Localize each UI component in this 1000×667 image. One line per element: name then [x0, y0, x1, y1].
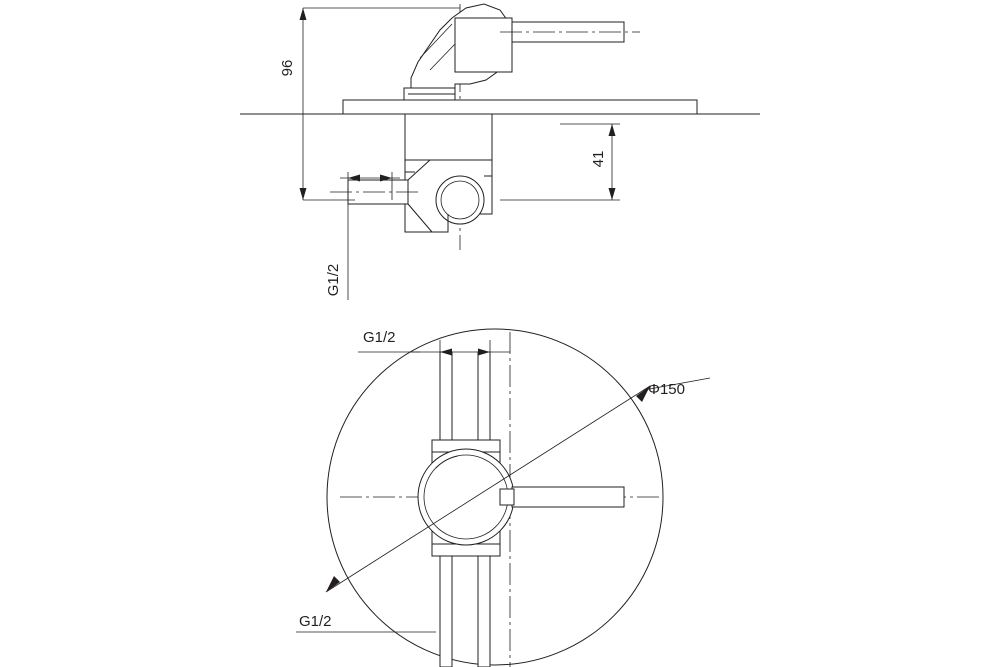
mixer-handle-assembly — [404, 4, 640, 100]
valve-body-side — [330, 114, 492, 232]
dimension-g12-bottom-label: G1/2 — [299, 613, 332, 630]
front-elevation-view — [296, 329, 710, 667]
side-elevation-view — [240, 4, 760, 300]
dimension-g12-top-label: G1/2 — [363, 329, 396, 346]
dimension-diameter-leader — [326, 378, 710, 592]
dimension-41-label: 41 — [590, 150, 607, 168]
escutcheon-plate — [343, 100, 697, 114]
dimension-96-label: 96 — [279, 59, 296, 77]
dimension-diameter-label: Φ150 — [648, 381, 685, 398]
dimension-g12-side-label: G1/2 — [325, 263, 342, 297]
lever-handle-front — [500, 487, 624, 507]
outlet-port-outer — [436, 176, 484, 224]
